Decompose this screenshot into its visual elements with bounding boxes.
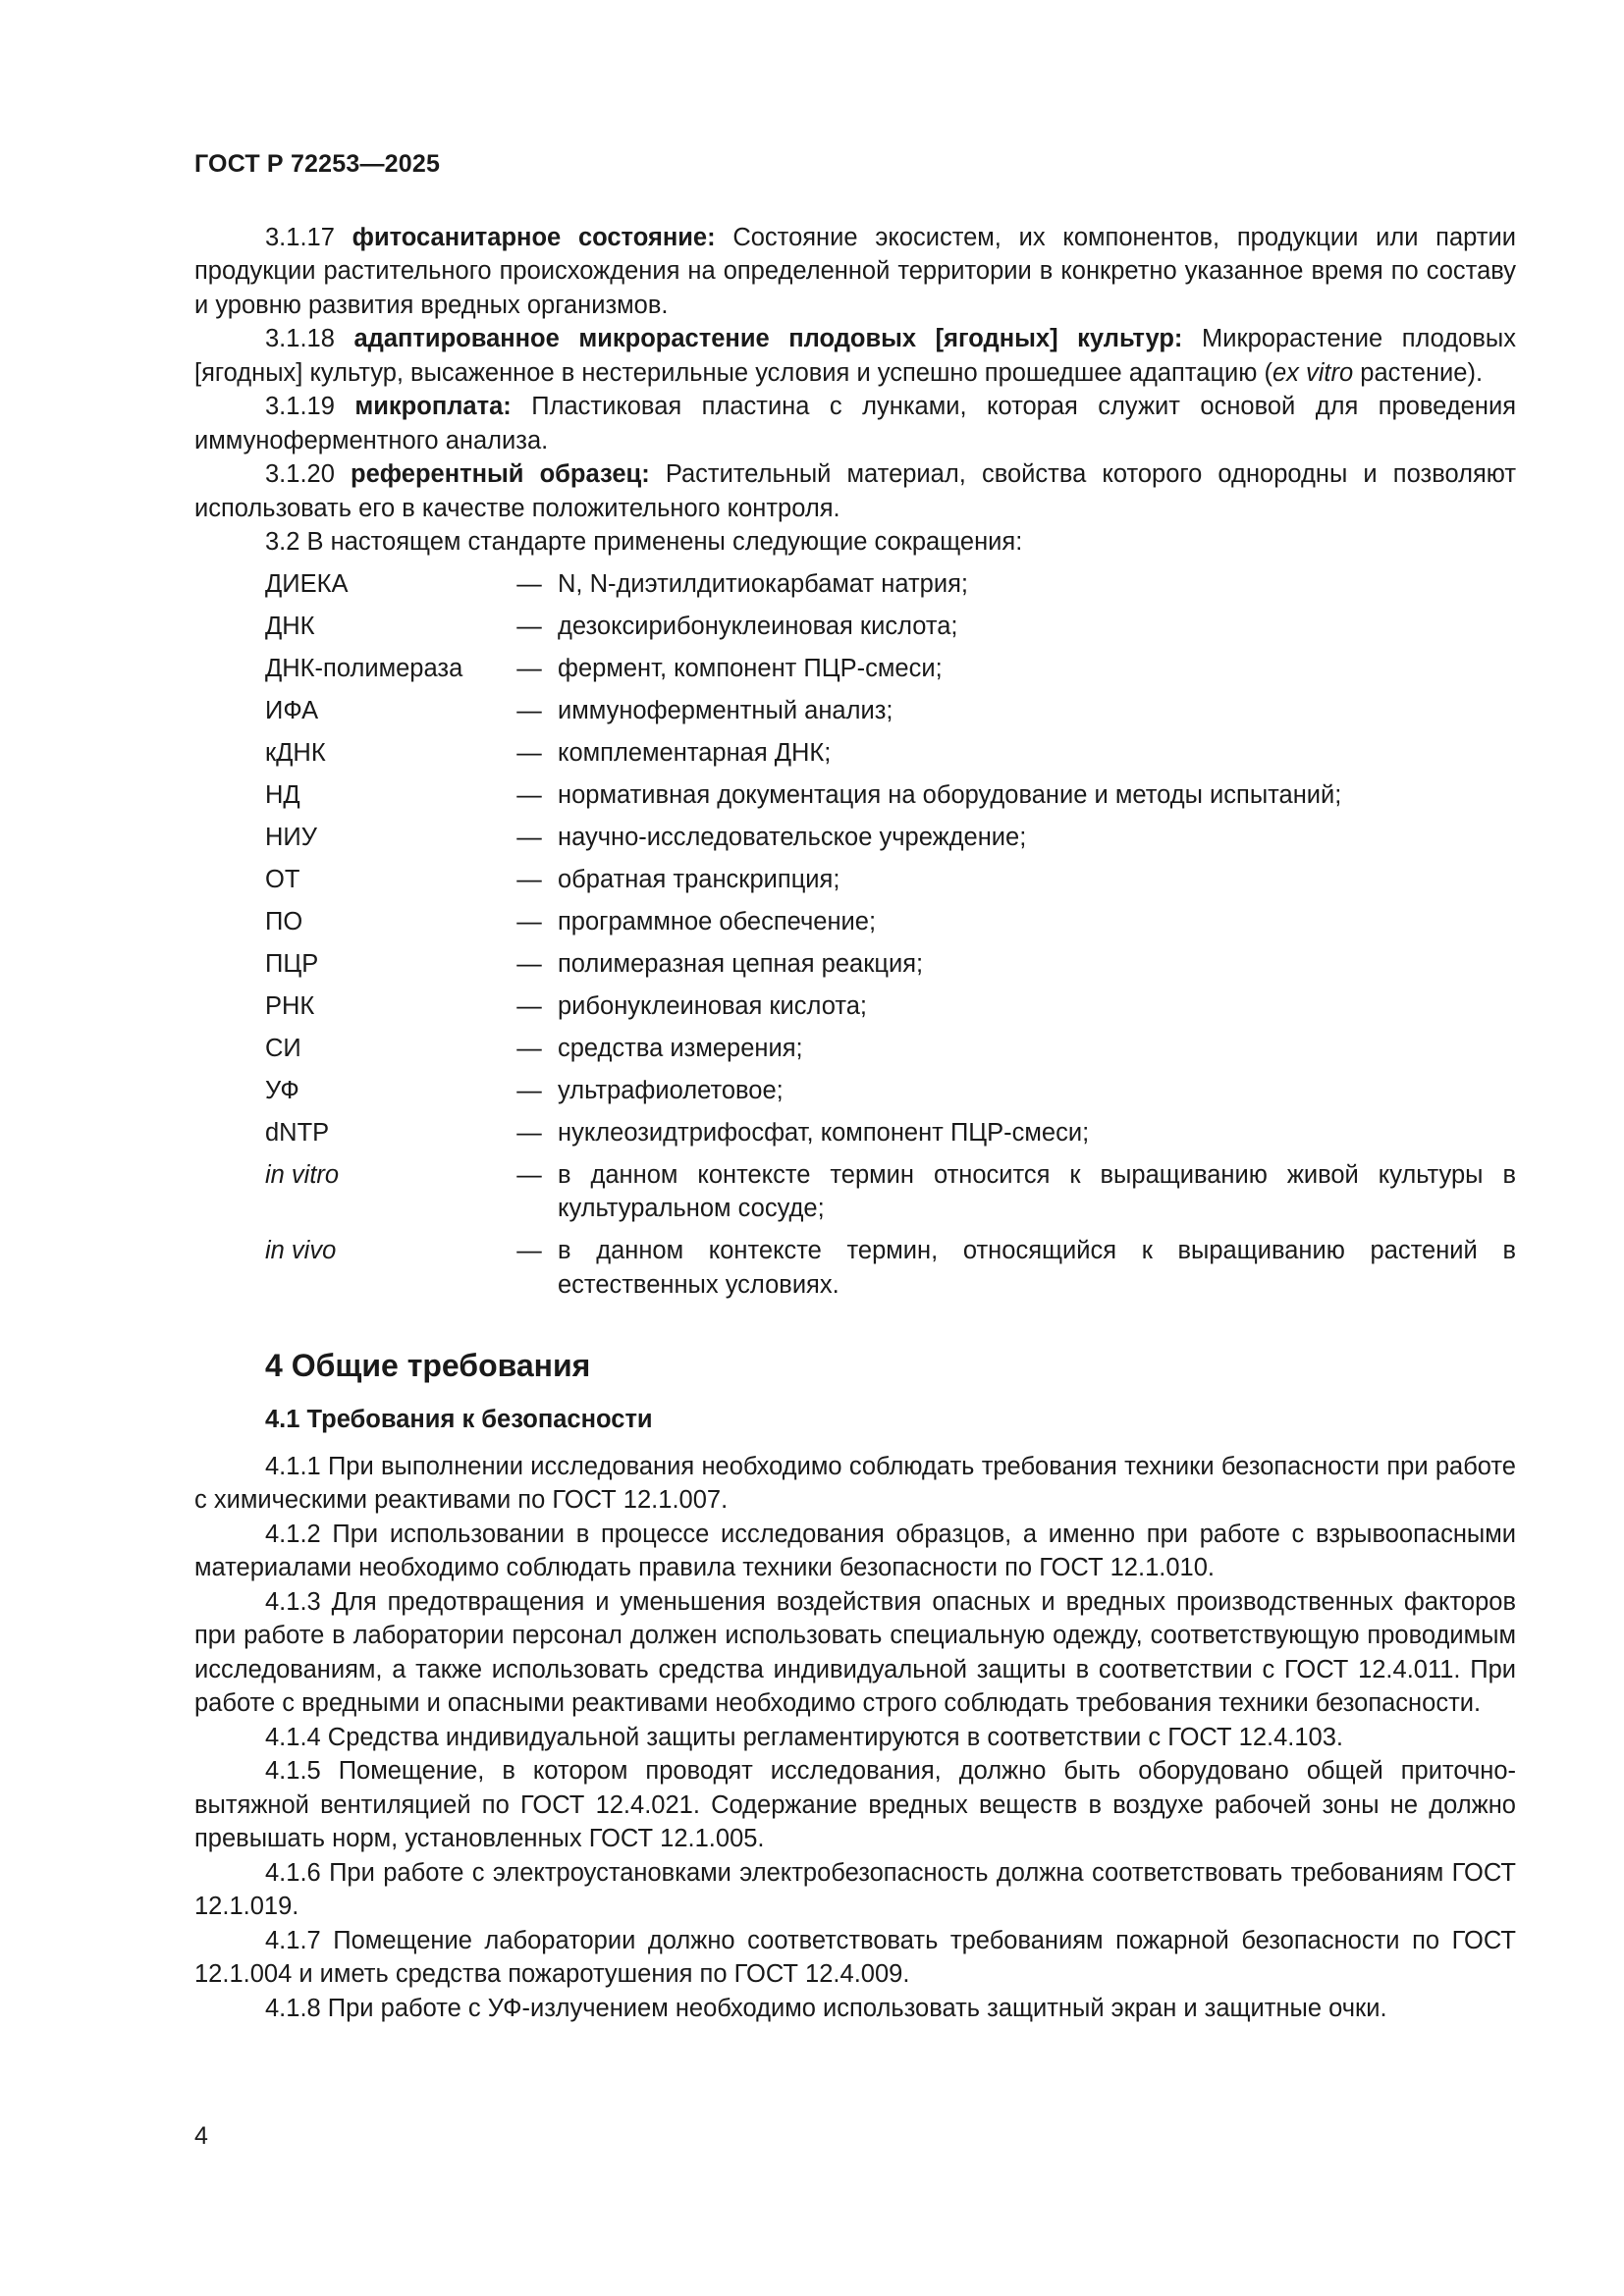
abbreviation-dash: — — [516, 1237, 542, 1264]
abbreviation-term: ОТ — [265, 865, 300, 893]
abbreviation-dash: — — [516, 780, 542, 809]
abbreviation-definition: фермент, компонент ПЦР-смеси; — [558, 654, 943, 682]
abbreviation-dash: — — [516, 696, 542, 724]
requirement-paragraph: 4.1.5 Помещение, в котором проводят исследования, должно быть оборудовано общей приточно-вытяжной вентиляцией по ГОСТ 12.4.021. Содержание вредных веществ в воздухе рабочей зоны не должно превышать норм, установленных ГОСТ 12.1.005. — [194, 1757, 1516, 1852]
abbreviation-row — [265, 610, 1516, 652]
abbreviation-dash: — — [516, 654, 542, 682]
abbreviation-dash: — — [516, 612, 542, 640]
abbreviation-definition: средства измерения; — [558, 1034, 803, 1062]
requirement-paragraph: 4.1.2 При использовании в процессе исследования образцов, а именно при работе с взрывоопасными материалами необходимо соблюдать правила техники безопасности по ГОСТ 12.1.010. — [194, 1520, 1516, 1581]
definition-number: 3.1.20 — [265, 460, 335, 488]
definition-number: 3.1.19 — [265, 393, 335, 420]
definition-number: 3.1.17 — [265, 223, 335, 251]
abbreviation-term: ПЦР — [265, 949, 319, 978]
abbreviation-term: НИУ — [265, 823, 317, 851]
definition-text: Растительный материал, свойства которого однородны и позволяют использовать его в качестве положительного контроля. — [194, 460, 1517, 522]
abbreviation-term: РНК — [265, 991, 315, 1020]
definition-3-1-19 — [194, 390, 1516, 457]
requirement-paragraph: 4.1.3 Для предотвращения и уменьшения воздействия опасных и вредных производственных факторов при работе в лаборатории персонал должен использовать специальную одежду, соответствующую проводимым исследованиям, а также использовать средства индивидуальной защиты в соответствии с ГОСТ 12.4.011. При работе с вредными и опасными реактивами необходимо строго соблюдать требования техники безопасности. — [194, 1587, 1516, 1717]
abbreviation-dash: — — [516, 1076, 542, 1104]
abbreviation-term: ИФА — [265, 696, 319, 724]
abbreviation-definition: в данном контексте термин, относящийся к выращиванию растений в естественных условиях. — [558, 1237, 1516, 1299]
abbreviation-term: ДИЕКА — [265, 569, 349, 598]
page-number: 4 — [194, 2122, 208, 2150]
abbreviation-definition: ультрафиолетовое; — [558, 1076, 784, 1104]
abbreviation-definition: N, N-диэтилдитиокарбамат натрия; — [558, 569, 968, 598]
abbreviation-row — [265, 1074, 1516, 1116]
abbreviation-dash: — — [516, 1160, 542, 1189]
abbreviation-term: кДНК — [265, 738, 326, 767]
abbreviations-table — [265, 567, 1516, 1310]
requirement-paragraph: 4.1.1 При выполнении исследования необходимо соблюдать требования техники безопасности при работе с химическими реактивами по ГОСТ 12.1.007. — [194, 1452, 1516, 1514]
abbreviation-definition: в данном контексте термин относится к выращиванию живой культуры в культуральном сосуде; — [558, 1160, 1516, 1222]
definition-text: Состояние экосистем, их компонентов, продукции или партии продукции растительного происхождения на определенной территории в конкретно указанное время по составу и уровню развития вредных организмов. — [194, 223, 1516, 319]
abbreviation-row — [265, 1158, 1516, 1235]
requirement-paragraph: 4.1.4 Средства индивидуальной защиты регламентируются в соответствии с ГОСТ 12.4.103. — [265, 1723, 1344, 1751]
abbreviation-dash: — — [516, 949, 542, 978]
abbreviation-definition: иммуноферментный анализ; — [558, 696, 893, 724]
abbreviation-row — [265, 1032, 1516, 1074]
abbreviation-term: НД — [265, 780, 300, 809]
abbreviation-row — [265, 736, 1516, 778]
abbreviation-dash: — — [516, 865, 542, 893]
definition-term: микроплата: — [354, 393, 512, 420]
abbreviation-definition: обратная транскрипция; — [558, 865, 840, 893]
abbreviation-dash: — — [516, 569, 542, 598]
document-page — [194, 147, 1516, 2025]
abbreviation-definition: научно-исследовательское учреждение; — [558, 823, 1027, 851]
abbreviation-term: ДНК — [265, 612, 315, 640]
abbreviation-term: ПО — [265, 907, 303, 935]
abbreviation-dash: — — [516, 823, 542, 851]
abbreviation-term: dNTP — [265, 1118, 330, 1147]
abbreviation-row — [265, 1234, 1516, 1310]
abbreviation-dash: — — [516, 1034, 542, 1062]
abbreviation-row — [265, 1116, 1516, 1158]
definition-text-end: растение). — [1353, 358, 1484, 387]
abbreviation-row — [265, 694, 1516, 736]
abbreviation-row — [265, 567, 1516, 610]
abbreviation-definition: нормативная документация на оборудование и методы испытаний; — [558, 780, 1342, 809]
abbreviation-row — [265, 947, 1516, 989]
definition-term: референтный образец: — [351, 460, 650, 488]
abbreviation-dash: — — [516, 738, 542, 767]
definition-italic-text: ex vitro — [1272, 358, 1354, 387]
document-code-header: ГОСТ Р 72253—2025 — [194, 150, 441, 178]
abbreviation-definition: полимеразная цепная реакция; — [558, 949, 924, 978]
abbreviation-row — [265, 821, 1516, 863]
requirement-paragraph: 4.1.6 При работе с электроустановками электробезопасность должна соответствовать требованиям ГОСТ 12.1.019. — [194, 1858, 1516, 1920]
definition-3-1-20 — [194, 457, 1516, 525]
abbreviation-row — [265, 989, 1516, 1032]
definition-term: фитосанитарное состояние: — [352, 223, 716, 251]
abbreviation-definition: рибонуклеиновая кислота; — [558, 991, 867, 1020]
abbreviation-row — [265, 652, 1516, 694]
abbreviation-term: in vitro — [265, 1160, 340, 1189]
abbreviation-term: ДНК-полимераза — [265, 654, 463, 682]
definition-text: Микрорастение плодовых [ягодных] культур, высаженное в нестерильные условия и успешно прошедшее адаптацию ( — [194, 325, 1516, 387]
abbreviation-row — [265, 778, 1516, 821]
abbreviation-definition: комплементарная ДНК; — [558, 738, 832, 767]
definition-text: Пластиковая пластина с лунками, которая служит основой для проведения иммуноферментного анализа. — [194, 393, 1516, 454]
definition-3-1-18 — [194, 322, 1516, 390]
section-heading: 4 Общие требования — [265, 1347, 591, 1383]
abbreviation-definition: нуклеозидтрифосфат, компонент ПЦР-смеси; — [558, 1118, 1090, 1147]
definition-number: 3.1.18 — [265, 325, 335, 352]
abbreviation-term: СИ — [265, 1034, 301, 1062]
abbreviation-term: УФ — [265, 1076, 299, 1104]
abbreviation-dash: — — [516, 907, 542, 935]
abbreviation-dash: — — [516, 991, 542, 1020]
abbreviation-dash: — — [516, 1118, 542, 1147]
definition-3-1-17 — [194, 221, 1516, 323]
abbreviation-definition: дезоксирибонуклеиновая кислота; — [558, 612, 958, 640]
definition-term: адаптированное микрорастение плодовых [ягодных] культур: — [353, 325, 1183, 352]
abbreviation-definition: программное обеспечение; — [558, 907, 877, 935]
requirement-paragraph: 4.1.8 При работе с УФ-излучением необходимо использовать защитный экран и защитные очки. — [265, 1994, 1387, 2022]
subsection-heading: 4.1 Требования к безопасности — [265, 1405, 653, 1433]
abbreviation-row — [265, 905, 1516, 947]
requirement-paragraph: 4.1.7 Помещение лаборатории должно соответствовать требованиям пожарной безопасности по ГОСТ 12.1.004 и иметь средства пожаротушения по ГОСТ 12.4.009. — [194, 1926, 1516, 1988]
abbreviation-row — [265, 863, 1516, 905]
abbreviations-intro: 3.2 В настоящем стандарте применены следующие сокращения: — [265, 528, 1023, 556]
abbreviation-term: in vivo — [265, 1237, 337, 1264]
